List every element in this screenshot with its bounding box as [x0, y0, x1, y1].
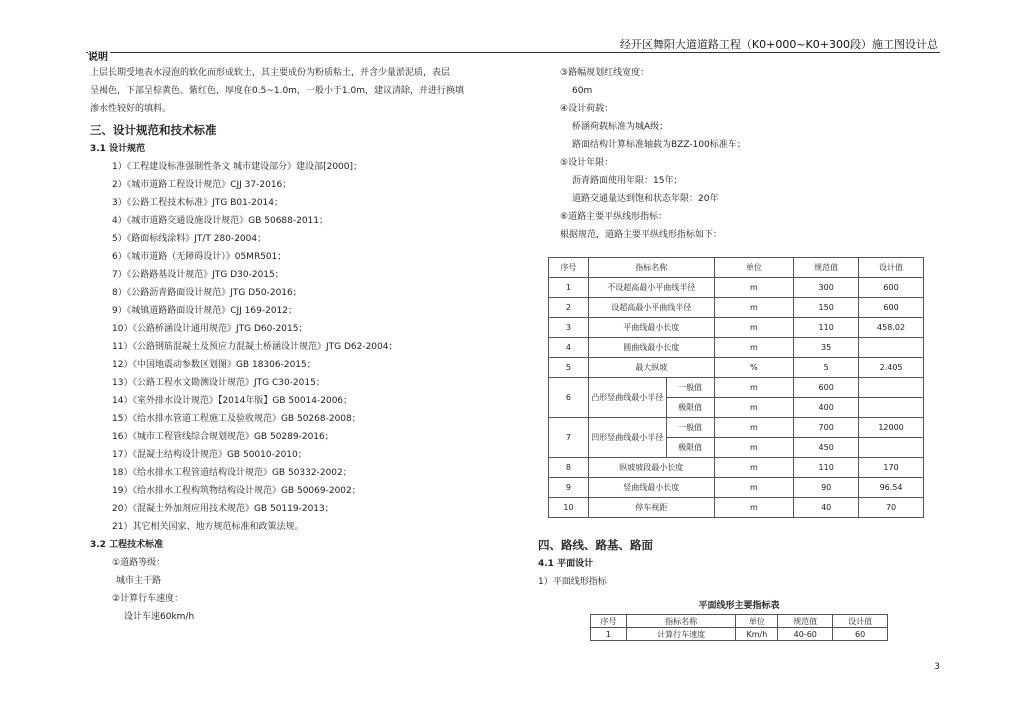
spec-item: 1）《工程建设标准强制性条文 城市建设部分》建设部[2000]；: [112, 162, 363, 172]
cell: 凹形竖曲线最小半径: [589, 418, 666, 457]
cell: 110: [794, 318, 859, 338]
road-class-value: 城市主干路: [116, 576, 162, 586]
cell: 8: [549, 458, 589, 478]
cell: [859, 398, 924, 418]
cell: m: [714, 378, 794, 398]
right-column: [538, 64, 958, 244]
period-line: 道路交通量达到饱和状态年限：20年: [572, 194, 719, 204]
spec-item: 9）《城镇道路路面设计规范》CJJ 169-2012；: [112, 306, 298, 316]
cell: m: [714, 398, 794, 418]
cell: 96.54: [859, 478, 924, 498]
period-line: 沥青路面使用年限：15年；: [572, 176, 683, 186]
cell: 极限值: [678, 443, 703, 452]
cell: 停车视距: [588, 498, 714, 518]
cell: 2.405: [859, 358, 924, 378]
intro-line: 上层长期受地表水浸泡的软化而形成软土，其主要成份为粉质粘土，并含少量淤泥质，表层: [90, 68, 451, 78]
spec-item: 20）《混凝土外加剂应用技术规范》GB 50119-2013；: [112, 504, 334, 514]
alignment-index-table: [548, 257, 924, 518]
cell: 12000: [859, 418, 924, 438]
cell: 400: [794, 398, 859, 418]
table-row: [549, 498, 924, 518]
cell: 7: [549, 418, 589, 458]
cell: 40-60: [778, 628, 833, 641]
header-rule: [86, 52, 940, 53]
cell: m: [714, 438, 794, 458]
page-number: 3: [934, 662, 940, 672]
spec-item: 6）《城市道路（无障碍设计）》05MR501；: [112, 252, 287, 262]
width-title: ③路幅规划红线宽度：: [560, 68, 650, 78]
cell: 5: [549, 358, 589, 378]
cell: 6: [549, 378, 589, 418]
cell: 圆曲线最小长度: [588, 338, 714, 358]
table-row: [591, 628, 888, 641]
spec-item: 2）《城市道路工程设计规范》CJJ 37-2016；: [112, 180, 292, 190]
cell: 设超高最小平曲线半径: [588, 298, 714, 318]
cell: 一般值: [666, 378, 713, 398]
cell: 不设超高最小平曲线半径: [588, 278, 714, 298]
cell: 1: [549, 278, 589, 298]
cell: Km/h: [736, 628, 778, 641]
cell: m: [714, 458, 794, 478]
header-cell: 单位: [714, 258, 794, 278]
table-row: [549, 378, 924, 398]
page-header: [0, 0, 1024, 63]
cell: 竖曲线最小长度: [588, 478, 714, 498]
alignment-intro: 根据规范，道路主要平纵线形指标如下：: [560, 230, 723, 240]
speed-value: 设计车速60km/h: [124, 612, 195, 622]
section-label: 说明: [88, 48, 110, 63]
cell: 110: [794, 458, 859, 478]
cell: 300: [794, 278, 859, 298]
cell: 最大纵坡: [588, 358, 714, 378]
spec-item: 18）《给水排水工程管道结构设计规范》GB 50332-2002；: [112, 468, 352, 478]
load-title: ④设计荷载：: [560, 104, 614, 114]
cell: 2: [549, 298, 589, 318]
cell: 10: [549, 498, 589, 518]
spec-item: 21）其它相关国家、地方规范标准和政策法规。: [112, 522, 304, 532]
table-row: [549, 458, 924, 478]
cell: [859, 338, 924, 358]
left-column: [90, 64, 520, 626]
road-class-title: ①道路等级：: [112, 558, 166, 568]
cell: 40: [794, 498, 859, 518]
spec-item: 3）《公路工程技术标准》JTG B01-2014；: [112, 198, 283, 208]
cell: m: [714, 298, 794, 318]
cell: 70: [859, 498, 924, 518]
document-title: 经开区舞阳大道道路工程（K0+000~K0+300段）施工图设计总: [619, 38, 938, 51]
subsection-3-1: 3.1 设计规范: [90, 144, 146, 154]
spec-item: 19）《给水排水工程构筑物结构设计规范》GB 50069-2002；: [112, 486, 361, 496]
table-row: [549, 278, 924, 298]
cell: 60: [833, 628, 888, 641]
cell: 3: [549, 318, 589, 338]
cell: %: [714, 358, 794, 378]
cell: 4: [549, 338, 589, 358]
table2-caption: 平面线形主要指标表: [698, 601, 780, 611]
cell: 35: [794, 338, 859, 358]
cell: m: [714, 498, 794, 518]
cell: 90: [794, 478, 859, 498]
section-3-heading: 三、设计规范和技术标准: [90, 123, 217, 137]
spec-item: 8）《公路沥青路面设计规范》JTG D50-2016；: [112, 288, 302, 298]
cell: 5: [794, 358, 859, 378]
table-row: [549, 478, 924, 498]
cell: 150: [794, 298, 859, 318]
header-cell: 设计值: [859, 258, 924, 278]
cell: 凸形竖曲线最小半径: [589, 378, 666, 417]
spec-item: 15）《给水排水管道工程施工及验收规范》GB 50268-2008；: [112, 414, 361, 424]
header-cell: 规范值: [778, 615, 833, 628]
cell: 600: [794, 378, 859, 398]
subsection-3-2: 3.2 工程技术标准: [90, 540, 164, 550]
spec-item: 13）《公路工程水文勘测设计规范》JTG C30-2015；: [112, 378, 325, 388]
load-line: 桥涵荷载标准为城A级；: [572, 122, 669, 132]
cell: 纵坡坡段最小长度: [588, 458, 714, 478]
section-4-heading: 四、路线、路基、路面: [538, 538, 653, 552]
cell: m: [714, 478, 794, 498]
intro-line: 渗水性较好的填料。: [90, 104, 172, 114]
load-line: 路面结构计算标准轴载为BZZ-100标准车；: [572, 140, 746, 150]
cell: 计算行车速度: [626, 628, 736, 641]
cell: m: [714, 338, 794, 358]
spec-item: 10）《公路桥涵设计通用规范》JTG D60-2015；: [112, 324, 308, 334]
subsection-4-1: 4.1 平面设计: [538, 559, 594, 569]
split-name-cell: [588, 418, 714, 458]
spec-item: 17）《混凝土结构设计规范》GB 50010-2010；: [112, 450, 307, 460]
alignment-title: ⑥道路主要平纵线形指标：: [560, 212, 668, 222]
cell: 1: [591, 628, 627, 641]
cell: 600: [859, 278, 924, 298]
table-header-row: [549, 258, 924, 278]
cell: m: [714, 418, 794, 438]
width-value: 60m: [572, 86, 593, 96]
table-header-row: [591, 615, 888, 628]
header-cell: 规范值: [794, 258, 859, 278]
spec-item: 14）《室外排水设计规范》【2014年版】GB 50014-2006；: [112, 396, 353, 406]
plan-index-table: [590, 614, 888, 641]
cell: 一般值: [666, 418, 713, 438]
header-cell: 序号: [549, 258, 589, 278]
spec-item: 4）《城市道路交通设施设计规范》GB 50688-2011；: [112, 216, 329, 226]
cell: m: [714, 278, 794, 298]
cell: 170: [859, 458, 924, 478]
spec-item: 16）《城市工程管线综合规划规范》GB 50289-2016；: [112, 432, 334, 442]
table-row: [549, 318, 924, 338]
plan-item: 1）平面线形指标: [538, 577, 607, 587]
spec-item: 7）《公路路基设计规范》JTG D30-2015；: [112, 270, 284, 280]
cell: 450: [794, 438, 859, 458]
header-cell: 序号: [591, 615, 627, 628]
table-row: [549, 418, 924, 438]
spec-item: 12）《中国地震动参数区划图》GB 18306-2015；: [112, 360, 316, 370]
intro-line: 呈褐色，下部呈棕黄色、紫红色，厚度在0.5~1.0m，一般小于1.0m，建议清除，并进行换填: [90, 86, 465, 96]
period-title: ⑤设计年限：: [560, 158, 614, 168]
header-cell: 设计值: [833, 615, 888, 628]
cell: 700: [794, 418, 859, 438]
header-cell: 单位: [736, 615, 778, 628]
cell: 极限值: [678, 403, 703, 412]
split-name-cell: [588, 378, 714, 418]
section-4-block: [538, 535, 958, 591]
spec-item: 11）《公路钢筋混凝土及预应力混凝土桥涵设计规范》JTG D62-2004；: [112, 342, 398, 352]
cell: m: [714, 318, 794, 338]
table-row: [549, 298, 924, 318]
table-row: [549, 338, 924, 358]
cell: 9: [549, 478, 589, 498]
header-cell: 指标名称: [588, 258, 714, 278]
cell: [859, 438, 924, 458]
header-cell: 指标名称: [626, 615, 736, 628]
cell: 458.02: [859, 318, 924, 338]
spec-list: [90, 158, 520, 536]
cell: 平曲线最小长度: [588, 318, 714, 338]
table-row: [549, 358, 924, 378]
speed-title: ②计算行车速度：: [112, 594, 184, 604]
spec-item: 5）《路面标线涂料》JT/T 280-2004；: [112, 234, 267, 244]
cell: 600: [859, 298, 924, 318]
cell: [859, 378, 924, 398]
